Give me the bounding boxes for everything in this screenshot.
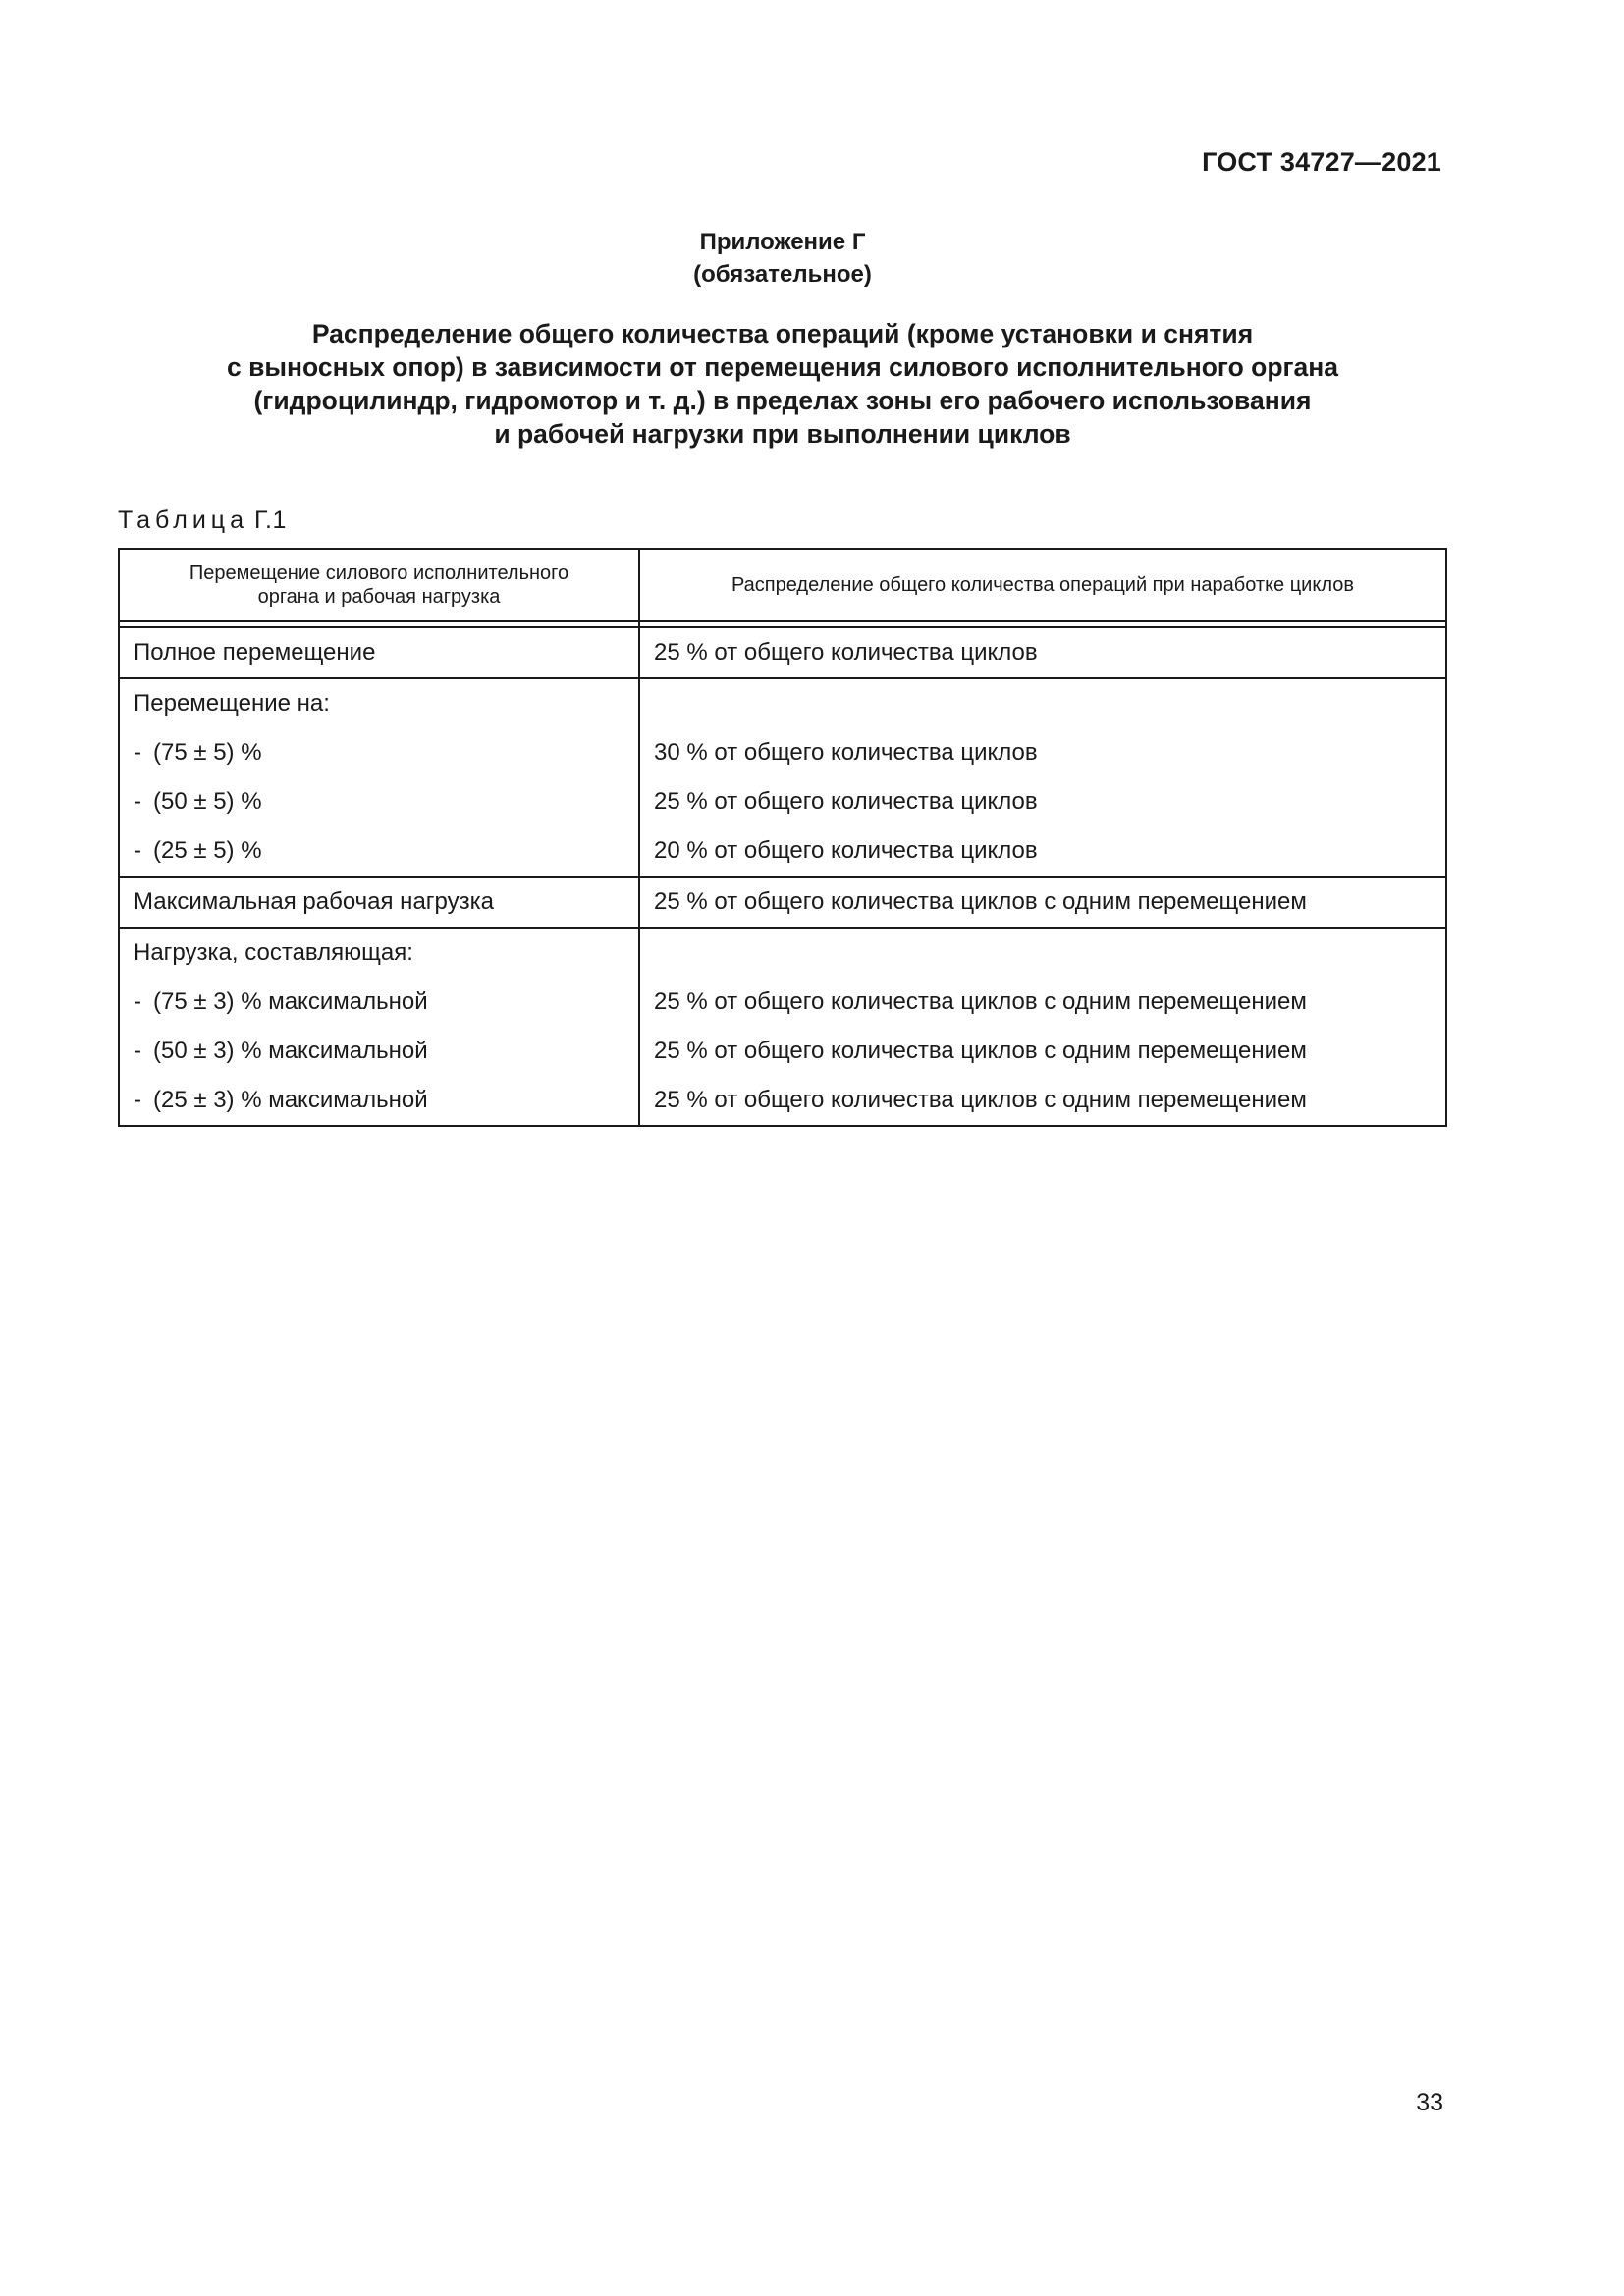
row-movement-cell: Максимальная рабочая нагрузка xyxy=(119,877,639,928)
row-distribution-cell xyxy=(639,928,1446,978)
title-line: (гидроцилиндр, гидромотор и т. д.) в пределах зоны его рабочего использования xyxy=(253,386,1312,415)
row-movement-cell: Нагрузка, составляющая: xyxy=(119,928,639,978)
table-row xyxy=(119,678,1446,728)
appendix-status: (обязательное) xyxy=(693,261,872,288)
row-movement-cell xyxy=(119,777,639,827)
title-line: Распределение общего количества операций (кроме установки и снятия xyxy=(311,319,1254,348)
row-distribution-cell: 25 % от общего количества циклов с одним перемещением xyxy=(639,978,1446,1027)
table-row xyxy=(119,827,1446,877)
header-line: Перемещение силового исполнительного xyxy=(189,562,569,584)
row-movement-text: (75 ± 5) % xyxy=(153,739,262,766)
table-row xyxy=(119,877,1446,928)
table-caption-word: Таблица xyxy=(118,507,249,534)
header-line: Распределение общего количества операций при наработке циклов xyxy=(731,574,1354,596)
list-dash: - xyxy=(134,837,141,864)
row-distribution-cell: 25 % от общего количества циклов с одним перемещением xyxy=(639,877,1446,928)
row-movement-cell xyxy=(119,728,639,777)
row-movement-cell xyxy=(119,1076,639,1126)
appendix-title xyxy=(118,317,1447,451)
title-line: и рабочей нагрузки при выполнении циклов xyxy=(494,419,1071,449)
list-dash: - xyxy=(134,988,141,1015)
row-movement-text: (50 ± 3) % максимальной xyxy=(153,1038,428,1064)
row-movement-cell: Полное перемещение xyxy=(119,627,639,678)
table-row xyxy=(119,777,1446,827)
list-dash: - xyxy=(134,1087,141,1113)
row-distribution-cell: 25 % от общего количества циклов xyxy=(639,777,1446,827)
row-movement-text: (75 ± 3) % максимальной xyxy=(153,988,428,1015)
table-row xyxy=(119,978,1446,1027)
row-movement-text: (25 ± 5) % xyxy=(153,837,262,864)
row-distribution-cell xyxy=(639,678,1446,728)
list-dash: - xyxy=(134,1038,141,1064)
row-distribution-cell: 25 % от общего количества циклов xyxy=(639,627,1446,678)
table-caption xyxy=(118,507,287,535)
row-distribution-cell: 30 % от общего количества циклов xyxy=(639,728,1446,777)
row-movement-text: (25 ± 3) % максимальной xyxy=(153,1087,428,1113)
header-line: органа и рабочая нагрузка xyxy=(257,586,501,608)
list-dash: - xyxy=(134,788,141,815)
row-movement-cell xyxy=(119,1027,639,1076)
row-movement-text: (50 ± 5) % xyxy=(153,788,262,815)
table-caption-number: Г.1 xyxy=(254,507,287,534)
table-row xyxy=(119,1076,1446,1126)
appendix-heading xyxy=(0,226,1565,291)
title-line: с выносных опор) в зависимости от перемещения силового исполнительного органа xyxy=(226,352,1339,382)
distribution-table xyxy=(118,548,1447,1127)
row-movement-cell xyxy=(119,978,639,1027)
row-movement-cell xyxy=(119,827,639,877)
table-row xyxy=(119,928,1446,978)
appendix-label: Приложение Г xyxy=(699,229,866,255)
table-header-cell xyxy=(639,549,1446,621)
row-distribution-cell: 25 % от общего количества циклов с одним перемещением xyxy=(639,1027,1446,1076)
list-dash: - xyxy=(134,739,141,766)
table-header-row xyxy=(119,549,1446,621)
table-row xyxy=(119,1027,1446,1076)
table-row xyxy=(119,627,1446,678)
row-distribution-cell: 20 % от общего количества циклов xyxy=(639,827,1446,877)
page-number: 33 xyxy=(1416,2089,1443,2116)
document-code: ГОСТ 34727—2021 xyxy=(1202,147,1441,177)
row-movement-cell: Перемещение на: xyxy=(119,678,639,728)
table-header-cell xyxy=(119,549,639,621)
row-distribution-cell: 25 % от общего количества циклов с одним перемещением xyxy=(639,1076,1446,1126)
table-row xyxy=(119,728,1446,777)
